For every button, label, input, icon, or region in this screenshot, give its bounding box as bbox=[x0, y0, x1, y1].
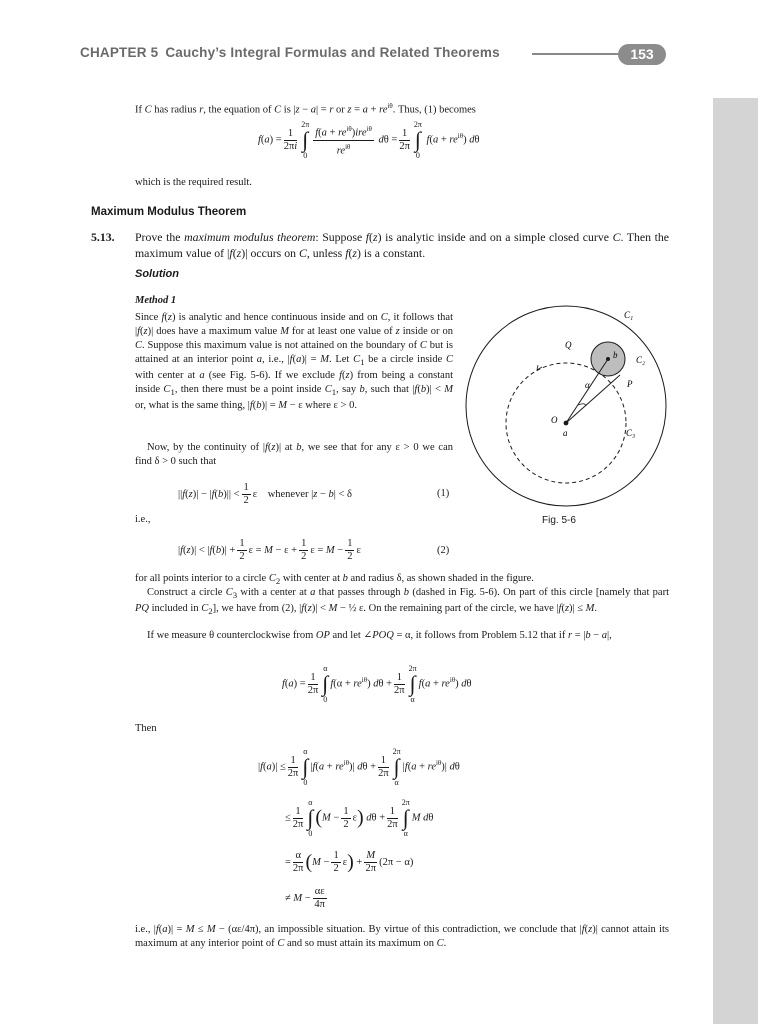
equation-2-number: (2) bbox=[437, 545, 450, 556]
problem-statement: Prove the maximum modulus theorem: Suppose f(z) is analytic inside and on a simple closed curve C. Then the maximum value of |f(z)| occurs on C, unless f(z) is a constant. bbox=[135, 230, 669, 260]
page-edge-tab bbox=[713, 98, 758, 1024]
header-rule bbox=[532, 53, 624, 55]
label-alpha: α bbox=[585, 380, 590, 390]
solution-label: Solution bbox=[135, 268, 179, 280]
intro-result: which is the required result. bbox=[135, 177, 252, 188]
point-a bbox=[564, 421, 569, 426]
paragraph-measure: If we measure θ counterclockwise from OP and let ∠POQ = α, it follows from Problem 5.12 that if r = |b − a|, bbox=[147, 630, 612, 641]
ie-label: i.e., bbox=[135, 514, 151, 525]
problem-number: 5.13. bbox=[91, 230, 115, 244]
label-a: a bbox=[563, 428, 568, 438]
paragraph-after-eq2: for all points interior to a circle $C_2$ with center at b and radius δ, as shown shaded in the figure. bbox=[135, 573, 534, 587]
section-heading: Maximum Modulus Theorem bbox=[91, 206, 247, 218]
equation-2: |f(z)| < |f(b)| + $\frac{1}{2}$ ε = M − ε + $\frac{1}{2}$ ε = M − $\frac{1}{2}$ ε bbox=[178, 538, 361, 562]
label-p: P bbox=[627, 379, 633, 389]
chapter-header bbox=[80, 45, 500, 60]
equation-4-line-3: = $\frac{\alpha}{2\pi}$ (M − $\frac{1}{2}$ ε) + $\frac{M}{2\pi}$ (2π − α) bbox=[285, 850, 414, 874]
figure-5-6 bbox=[458, 298, 678, 508]
then-label: Then bbox=[135, 723, 157, 734]
intro-line: If C has radius r, the equation of C is |z − a| = r or $z = a + re^{i\theta}$. Thus, (1) becomes bbox=[135, 102, 476, 116]
equation-1: ||f(z)| − |f(b)|| < $\frac{1}{2}$ ε whenever |z − b| < δ bbox=[178, 482, 352, 506]
chapter-number: CHAPTER 5 bbox=[80, 45, 159, 60]
figure-caption: Fig. 5-6 bbox=[542, 515, 576, 526]
equation-4-line-4: ≠ M − $\frac{\alpha\varepsilon}{4\pi}$ bbox=[285, 886, 325, 910]
equation-4-line-2: ≤ $\frac{1}{2\pi}$ α ∫ 0(M − $\frac{1}{2}$ ε) dθ + $\frac{1}{2\pi}$ 2π ∫ αM dθ bbox=[285, 798, 434, 838]
equation-3: f(a) = $\frac{1}{2\pi}$ α ∫ $0f(\alpha + re^{i\theta})$ dθ + $\frac{1}{2\pi}$ 2π ∫ $\alpha f(a + re^{i\theta})$ dθ bbox=[282, 664, 472, 704]
intro-equation: f(a) = $\frac{1}{2\pi i}$ 2π ∫ 0 $\frac{f(a + re^{i\theta})ire^{i\theta}}{re^{i\theta}}$ dθ = $\frac{1}{2\pi}$ 2π ∫ 0 $f(a + re^{i\theta})$ dθ bbox=[258, 120, 480, 160]
paragraph-construct: Construct a circle $C_3$ with a center at a that passes through b (dashed in Fig. 5-6). On part of this circle [namely that part PQ included in $C_2$], we have from (2), |f(z)| < M − ½ ε. On the remaining part of the circle, we have |f(z)| ≤ M. bbox=[135, 587, 669, 617]
chapter-title: Cauchy’s Integral Formulas and Related Theorems bbox=[165, 45, 500, 60]
label-c2: C₂ bbox=[636, 355, 646, 365]
equation-1-number: (1) bbox=[437, 488, 450, 499]
method-label: Method 1 bbox=[135, 295, 177, 306]
label-b: b bbox=[613, 350, 618, 360]
label-c3: C₃ bbox=[626, 428, 636, 438]
label-c1: C₁ bbox=[624, 310, 634, 320]
label-o: O bbox=[551, 415, 558, 425]
equation-4-line-1: |f(a)| ≤ $\frac{1}{2\pi}$ α ∫ $0|f(a + re^{i\theta})|$ dθ + $\frac{1}{2\pi}$ 2π ∫ $\alpha|f(a + re^{i\theta})|$ dθ bbox=[258, 747, 460, 787]
label-q: Q bbox=[565, 340, 572, 350]
conclusion: i.e., |f(a)| = M ≤ M − (αε/4π), an impossible situation. By virtue of this contradiction, we conclude that |f(z)| cannot attain its maximum at any interior point of C and so must attain its maximum on C. bbox=[135, 924, 669, 949]
method-paragraph-2: Now, by the continuity of |f(z)| at b, we see that for any ε > 0 we can find δ > 0 such that bbox=[135, 442, 453, 467]
point-b bbox=[606, 357, 610, 361]
circle-c1 bbox=[466, 306, 666, 506]
page-number: 153 bbox=[618, 44, 666, 65]
method-paragraph-1: Since f(z) is analytic and hence continuous inside and on C, it follows that |f(z)| does have a maximum value M for at least one value of z inside or on C. Suppose this maximum value is not attained on the boundary of C but is attained at an interior point a, i.e., |f(a)| = M. Let $C_1$ be a circle inside C with center at a (see Fig. 5-6). If we exclude f(z) from being a constant inside $C_1$, then there must be a point inside $C_1$, say b, such that |f(b)| < M or, what is the same thing, |f(b)| = M − ε where ε > 0. bbox=[135, 312, 454, 412]
